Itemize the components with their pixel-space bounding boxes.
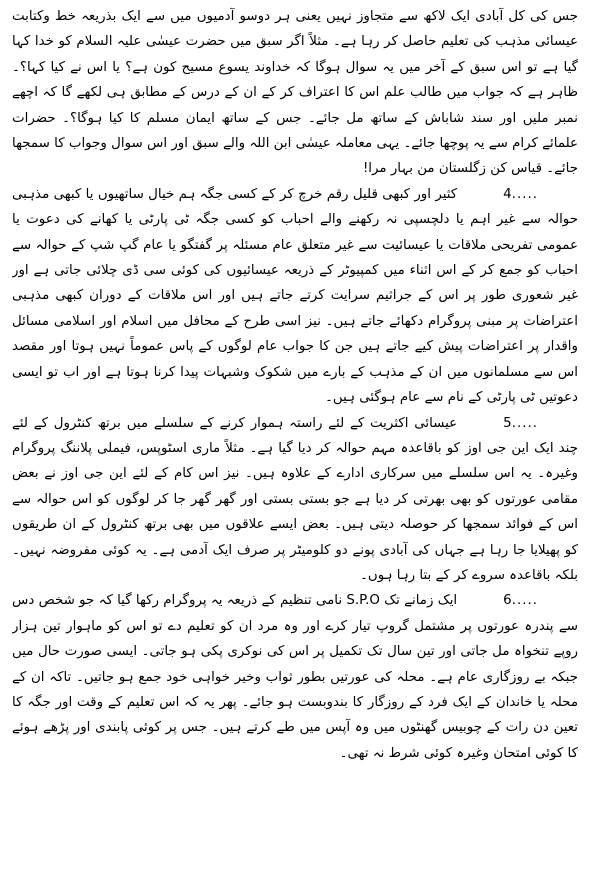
paragraph-5 [12, 411, 578, 589]
paragraph-text: کثیر اور کبھی قلیل رقم خرچ کر کے کسی جگہ ہم خیال ساتھیوں یا کبھی مذہبی حوالہ سے غیر اہم یا دلچسپی نہ رکھنے والے احباب کو کسی جگہ ٹی پارٹی یا کھانے کی دعوت یا عمومی تفریحی ملاقات یا عیسائیت سے غیر متعلق عام مسئلہ پر گفتگو یا عام گپ شپ کے حوالہ سے احباب کو جمع کر کے اس اثناء میں کمپیوٹر کے ذریعہ عیسائیوں کی کوئی سی ڈی چلائی جاتی ہے اور غیر شعوری طور پر اس کے جراثیم سرایت کرتے جاتے ہیں اور اس ملاقات کے دوران کبھی مذہبی اعتراضات پر مبنی پروگرام دکھائے جاتے ہیں۔ نیز اسی طرح کے محافل میں اسلام اور اسلامی مسائل واقدار پر اعتراضات پیش کیے جاتے ہیں جن کا جواب عام لوگوں کے پاس عموماً نہیں ہوتا اور مقصد اس سے مسلمانوں میں ان کے مذہب کے بارے میں شکوک وشبہات پیدا کرنا ہوتا ہے اور اب تو ایسی دعوتیں ٹی پارٹی کے نام سے عام ہوگئی ہیں۔ [12, 186, 578, 406]
paragraph-text: عیسائی اکثریت کے لئے راستہ ہموار کرنے کے سلسلے میں برتھ کنٹرول کے لئے چند ایک این جی اوز کو باقاعدہ مہم حوالہ کر دیا گیا ہے۔ مثلاً ماری اسٹوپس، فیملی پلاننگ پروگرام وغیرہ۔ یہ اس سلسلے میں سرکاری ادارے کے علاوہ ہیں۔ نیز اس کام کے لئے این جی اوز نے بعض مقامی عورتوں کو بھی بھرتی کر دیا ہے جو بستی بستی اور گھر گھر جا کر لوگوں کو اس حوالہ سے اس کے فوائد سمجھا کر حوصلہ دیتی ہیں۔ بعض ایسے علاقوں میں بھی برتھ کنٹرول کے ان طریقوں کو پھیلایا جا رہا ہے جہاں کی آبادی پونے دو کلومیٹر پر صرف ایک آدمی ہے۔ یہ کوئی مفروضہ نہیں۔ بلکہ باقاعدہ سروے کر کے بتا رہا ہوں۔ [12, 415, 578, 583]
paragraph-intro [12, 4, 578, 182]
paragraph-4 [12, 182, 578, 411]
paragraph-text: جس کی کل آبادی ایک لاکھ سے متجاوز نہیں یعنی ہر دوسو آدمیوں میں سے ایک بذریعہ خط وکتابت عیسائی مذہب کی تعلیم حاصل کر رہا ہے۔ مثلاً اگر سبق میں حضرت عیسٰی علیہ السلام کو خدا کہا گیا ہے تو اس سبق کے آخر میں یہ سوال ہوگا کہ خداوند یسوع مسیح کون ہے؟ یا اس نے کیا کہا؟۔ ظاہر ہے کہ جواب میں طالب علم اس کا اعتراف کر کے ان کے درس کے مطابق ہی لکھے گا کہ اچھے نمبر ملیں اور سند شاباش کے ساتھ مل جائے۔ جس کے ساتھ ایمان مسلم کا کیا ہوگا؟۔ حضرات علمائے کرام سے یہ پوچھا جائے۔ یہی معاملہ عیسٰی ابن اللہ والے سبق اور اس سوال وجواب کا سمجھا جائے۔ قیاس کن زگلستان من بہار مرا! [12, 9, 578, 177]
paragraph-number: 6..... [503, 593, 538, 609]
document-page [12, 4, 578, 888]
paragraph-6 [12, 588, 578, 766]
paragraph-number: 5..... [503, 415, 538, 431]
paragraph-text: ایک زمانے تک S.P.O نامی تنظیم کے ذریعہ یہ پروگرام رکھا گیا کہ جو شخص دس سے پندرہ عورتوں پر مشتمل گروپ تیار کرے اور وہ مرد ان کو تعلیم دے تو اس کو ماہوار تین ہزار روپے تنخواہ مل جاتی اور تین سال تک تکمیل پر اس کی نوکری پکی ہو جاتی۔ ایسی صورت حال میں جبکہ بے روزگاری عام ہے۔ محلہ کی عورتیں بطور ثواب وخیر خواہی خود جمع ہو جاتیں۔ تاکہ ان کے محلہ یا خاندان کے ایک فرد کے روزگار کا بندوبست ہو جائے۔ پھر یہ کہ اس تعلیم کے وقت اور جگہ کا تعین دن رات کے چوبیس گھنٹوں میں وہ آپس میں طے کرتے ہیں۔ جس پر کوئی پابندی اور پڑھے ہوئے کا کوئی امتحان وغیرہ کوئی شرط نہ تھی۔ [12, 593, 578, 761]
paragraph-number: 4..... [503, 186, 538, 202]
